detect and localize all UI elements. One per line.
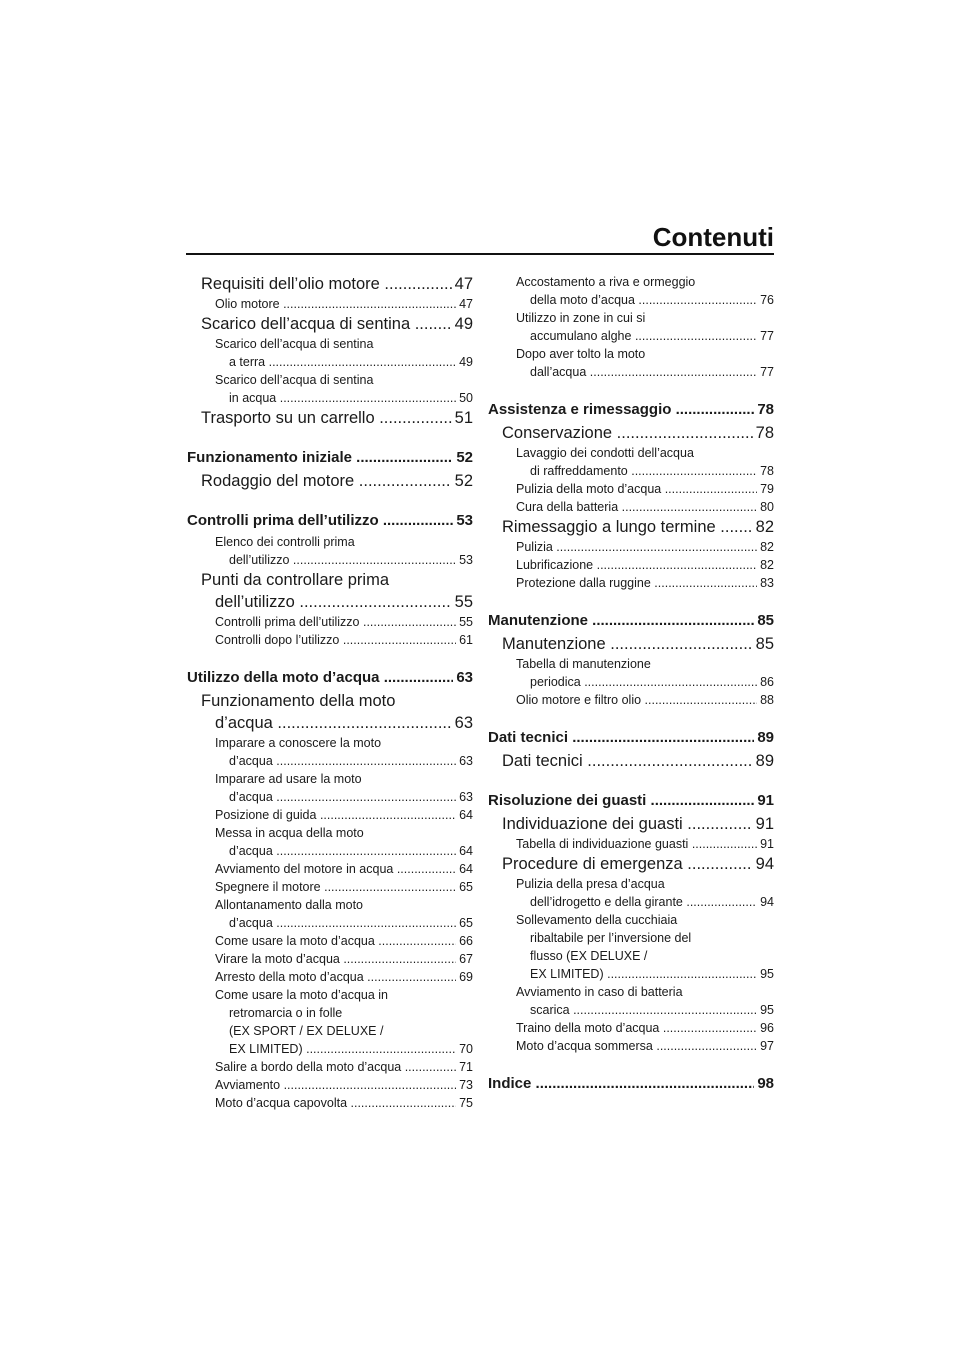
toc-entry[interactable] (215, 770, 473, 806)
toc-entry[interactable] (516, 1037, 774, 1055)
toc-entry[interactable] (215, 295, 473, 313)
toc-entry[interactable] (201, 690, 473, 734)
toc-entry-line: Scarico dell’acqua di sentina (215, 337, 374, 351)
toc-entry-title: Individuazione dei guasti ..... (502, 813, 753, 835)
toc-entry[interactable] (215, 1094, 473, 1112)
toc-entry-title: Rimessaggio a lungo termine ..... (502, 516, 753, 538)
toc-entry-title: Pulizia ..... (516, 538, 757, 556)
toc-entry-title: Assistenza e rimessaggio ..... (488, 401, 754, 419)
toc-entry[interactable] (215, 950, 473, 968)
toc-page-number: 67 (459, 952, 473, 966)
toc-entry-title: dall’acqua ..... (530, 363, 757, 381)
toc-chapter[interactable] (187, 512, 473, 530)
toc-entry-title: della moto d’acqua ..... (530, 291, 757, 309)
toc-entry[interactable] (516, 655, 774, 691)
toc-entry-title: Rodaggio del motore ..... (201, 470, 452, 492)
toc-page-number: 85 (755, 635, 774, 653)
toc-entry[interactable] (215, 533, 473, 569)
toc-entry[interactable] (215, 860, 473, 878)
toc-entry-line: Allontanamento dalla moto (215, 898, 364, 912)
toc-entry-title: Avviamento ..... (215, 1076, 456, 1094)
toc-chapter[interactable] (488, 1075, 774, 1093)
toc-entry-title: dell’utilizzo ..... (215, 591, 452, 613)
toc-page-number: 94 (755, 855, 774, 873)
toc-entry-title: Olio motore e filtro olio ..... (516, 691, 757, 709)
toc-page-number: 77 (760, 329, 774, 343)
toc-entry[interactable] (215, 806, 473, 824)
toc-page-number: 86 (760, 675, 774, 689)
toc-page-number: 88 (760, 693, 774, 707)
toc-entry-title: Moto d’acqua capovolta ..... (215, 1094, 456, 1112)
toc-page-number: 55 (454, 593, 473, 611)
toc-page-number: 76 (760, 293, 774, 307)
toc-entry-title: dell’utilizzo ..... (229, 551, 456, 569)
toc-entry-line: Punti da controllare prima (201, 571, 390, 589)
toc-entry-title: d’acqua ..... (229, 752, 456, 770)
toc-chapter[interactable] (187, 449, 473, 467)
toc-entry[interactable] (516, 875, 774, 911)
toc-page-number: 63 (459, 754, 473, 768)
toc-entry-title: Trasporto su un carrello ..... (201, 407, 452, 429)
toc-entry[interactable] (516, 556, 774, 574)
toc-entry-line: Sollevamento della cucchiaia (516, 913, 678, 927)
toc-entry[interactable] (516, 480, 774, 498)
toc-chapter[interactable] (488, 401, 774, 419)
toc-entry-title: in acqua ..... (229, 389, 456, 407)
toc-page-number: 51 (454, 409, 473, 427)
toc-page-number: 52 (454, 472, 473, 490)
toc-entry-title: Indice ..... (488, 1075, 754, 1093)
toc-page-number: 52 (456, 449, 473, 466)
toc-entry[interactable] (215, 734, 473, 770)
toc-entry-title: Utilizzo della moto d’acqua ..... (187, 669, 453, 687)
toc-entry[interactable] (516, 498, 774, 516)
toc-page-number: 80 (760, 500, 774, 514)
toc-page-number: 61 (459, 633, 473, 647)
toc-entry-line: (EX SPORT / EX DELUXE / (229, 1024, 384, 1038)
toc-entry[interactable] (502, 853, 774, 875)
toc-entry-title: Funzionamento iniziale ..... (187, 449, 453, 467)
toc-page-number: 75 (459, 1096, 473, 1110)
toc-entry-title: Come usare la moto d’acqua ..... (215, 932, 456, 950)
toc-page-number: 78 (760, 464, 774, 478)
toc-chapter[interactable] (488, 612, 774, 630)
toc-page-number: 82 (755, 518, 774, 536)
toc-page-number: 97 (760, 1039, 774, 1053)
toc-entry-title: Controlli prima dell’utilizzo ..... (215, 613, 456, 631)
toc-entry-title: Tabella di individuazione guasti ..... (516, 835, 757, 853)
toc-column-right (488, 273, 774, 1096)
toc-entry[interactable] (215, 1076, 473, 1094)
toc-page-number: 53 (456, 512, 473, 529)
toc-page-number: 63 (456, 669, 473, 686)
toc-page-number: 49 (454, 315, 473, 333)
toc-entry-title: Posizione di guida ..... (215, 806, 456, 824)
toc-entry-title: Olio motore ..... (215, 295, 456, 313)
toc-entry-line: Utilizzo in zone in cui si (516, 311, 646, 325)
toc-entry-title: EX LIMITED) ..... (229, 1040, 456, 1058)
toc-entry-title: Arresto della moto d’acqua ..... (215, 968, 456, 986)
toc-entry[interactable] (201, 569, 473, 613)
toc-entry[interactable] (201, 273, 473, 295)
toc-page-number: 47 (459, 297, 473, 311)
toc-entry[interactable] (516, 983, 774, 1019)
toc-entry[interactable] (502, 813, 774, 835)
toc-page-number: 66 (459, 934, 473, 948)
toc-entry-line: Scarico dell’acqua di sentina (215, 373, 374, 387)
toc-entry-title: di raffreddamento ..... (530, 462, 757, 480)
toc-entry-title: Procedure di emergenza ..... (502, 853, 753, 875)
toc-entry-title: Salire a bordo della moto d’acqua ..... (215, 1058, 456, 1076)
toc-page-number: 65 (459, 880, 473, 894)
toc-entry-title: Dati tecnici ..... (502, 750, 753, 772)
toc-chapter[interactable] (488, 729, 774, 747)
toc-entry-line: Come usare la moto d’acqua in (215, 988, 389, 1002)
toc-page-number: 96 (760, 1021, 774, 1035)
toc-entry-title: d’acqua ..... (229, 914, 456, 932)
toc-entry[interactable] (215, 932, 473, 950)
toc-page-number: 95 (760, 1003, 774, 1017)
toc-entry[interactable] (516, 309, 774, 345)
toc-entry[interactable] (215, 1058, 473, 1076)
toc-entry[interactable] (201, 470, 473, 492)
toc-entry-title: EX LIMITED) ..... (530, 965, 757, 983)
toc-entry[interactable] (516, 1019, 774, 1037)
toc-entry-line: Elenco dei controlli prima (215, 535, 355, 549)
toc-entry-line: Accostamento a riva e ormeggio (516, 275, 696, 289)
toc-entry-title: accumulano alghe ..... (530, 327, 757, 345)
page-title: Contenuti (652, 222, 774, 252)
toc-entry-line: Avviamento in caso di batteria (516, 985, 683, 999)
toc-entry[interactable] (516, 345, 774, 381)
toc-entry-title: Requisiti dell’olio motore ..... (201, 273, 452, 295)
toc-page-number: 91 (755, 815, 774, 833)
toc-entry-title: Dati tecnici ..... (488, 729, 754, 747)
toc-entry-title: d’acqua ..... (229, 788, 456, 806)
toc-entry[interactable] (215, 335, 473, 371)
toc-entry-line: Tabella di manutenzione (516, 657, 651, 671)
toc-entry[interactable] (215, 968, 473, 986)
toc-page-number: 94 (760, 895, 774, 909)
toc-entry-line: Dopo aver tolto la moto (516, 347, 646, 361)
toc-entry[interactable] (502, 750, 774, 772)
toc-entry-title: Avviamento del motore in acqua ..... (215, 860, 456, 878)
toc-entry-line: ribaltabile per l’inversione del (530, 931, 692, 945)
toc-entry[interactable] (201, 407, 473, 429)
toc-entry-title: dell’idrogetto e della girante ..... (530, 893, 757, 911)
toc-entry[interactable] (215, 824, 473, 860)
toc-entry-line: Lavaggio dei condotti dell’acqua (516, 446, 694, 460)
toc-entry-title: d’acqua ..... (229, 842, 456, 860)
toc-page-number: 71 (459, 1060, 473, 1074)
toc-entry-line: Messa in acqua della moto (215, 826, 364, 840)
toc-column-left (187, 273, 473, 1112)
toc-page-number: 47 (454, 275, 473, 293)
toc-entry-line: retromarcia o in folle (229, 1006, 343, 1020)
toc-entry-line: Funzionamento della moto (201, 692, 396, 710)
toc-page-number: 98 (757, 1075, 774, 1092)
toc-entry-title: Manutenzione ..... (502, 633, 753, 655)
toc-entry-title: Controlli prima dell’utilizzo ..... (187, 512, 453, 530)
toc-page-number: 53 (459, 553, 473, 567)
toc-chapter[interactable] (488, 792, 774, 810)
toc-entry-line: Pulizia della presa d’acqua (516, 877, 665, 891)
toc-entry[interactable] (215, 896, 473, 932)
toc-entry[interactable] (215, 631, 473, 649)
toc-page-number: 77 (760, 365, 774, 379)
toc-entry-title: a terra ..... (229, 353, 456, 371)
toc-entry-title: Scarico dell’acqua di sentina ..... (201, 313, 452, 335)
toc-entry[interactable] (516, 691, 774, 709)
toc-entry[interactable] (215, 878, 473, 896)
toc-entry-title: scarica ..... (530, 1001, 757, 1019)
toc-entry-title: Cura della batteria ..... (516, 498, 757, 516)
toc-entry[interactable] (502, 633, 774, 655)
toc-page-number: 70 (459, 1042, 473, 1056)
toc-page-number: 50 (459, 391, 473, 405)
toc-chapter[interactable] (187, 669, 473, 687)
toc-page-number: 85 (757, 612, 774, 629)
toc-entry-title: Manutenzione ..... (488, 612, 754, 630)
toc-entry-line: flusso (EX DELUXE / (530, 949, 648, 963)
toc-page-number: 91 (760, 837, 774, 851)
toc-entry-title: Spegnere il motore ..... (215, 878, 456, 896)
toc-page-number: 65 (459, 916, 473, 930)
toc-page-number: 49 (459, 355, 473, 369)
toc-entry-title: Virare la moto d’acqua ..... (215, 950, 456, 968)
toc-entry-title: Lubrificazione ..... (516, 556, 757, 574)
toc-entry[interactable] (516, 444, 774, 480)
toc-entry-title: d’acqua ..... (215, 712, 452, 734)
toc-page-number: 78 (755, 424, 774, 442)
toc-page-number: 89 (755, 752, 774, 770)
toc-page-number: 83 (760, 576, 774, 590)
toc-entry[interactable] (516, 911, 774, 983)
toc-entry[interactable] (201, 313, 473, 335)
toc-page-number: 64 (459, 808, 473, 822)
toc-entry[interactable] (516, 273, 774, 309)
toc-page-number: 73 (459, 1078, 473, 1092)
toc-page-number: 89 (757, 729, 774, 746)
toc-page-number: 79 (760, 482, 774, 496)
toc-entry-title: periodica ..... (530, 673, 757, 691)
toc-page-number: 82 (760, 558, 774, 572)
toc-entry-title: Pulizia della moto d’acqua ..... (516, 480, 757, 498)
toc-entry-title: Moto d’acqua sommersa ..... (516, 1037, 757, 1055)
toc-entry[interactable] (215, 613, 473, 631)
toc-entry-title: Conservazione ..... (502, 422, 753, 444)
toc-page-number: 63 (454, 714, 473, 732)
toc-entry[interactable] (502, 422, 774, 444)
toc-entry[interactable] (215, 371, 473, 407)
toc-page-number: 64 (459, 844, 473, 858)
toc-entry-title: Controlli dopo l’utilizzo ..... (215, 631, 456, 649)
toc-entry-title: Risoluzione dei guasti ..... (488, 792, 754, 810)
toc-page-number: 64 (459, 862, 473, 876)
toc-page-number: 91 (757, 792, 774, 809)
toc-entry-title: Protezione dalla ruggine ..... (516, 574, 757, 592)
toc-entry[interactable] (502, 516, 774, 538)
toc-entry-line: Imparare ad usare la moto (215, 772, 362, 786)
toc-page-number: 55 (459, 615, 473, 629)
toc-page-number: 78 (757, 401, 774, 418)
toc-page-number: 63 (459, 790, 473, 804)
toc-entry[interactable] (516, 538, 774, 556)
title-rule (186, 253, 774, 255)
toc-entry-line: Imparare a conoscere la moto (215, 736, 382, 750)
toc-page-number: 69 (459, 970, 473, 984)
toc-entry[interactable] (516, 835, 774, 853)
toc-entry-title: Traino della moto d’acqua ..... (516, 1019, 757, 1037)
toc-entry[interactable] (215, 986, 473, 1058)
toc-page-number: 82 (760, 540, 774, 554)
toc-entry[interactable] (516, 574, 774, 592)
toc-page-number: 95 (760, 967, 774, 981)
